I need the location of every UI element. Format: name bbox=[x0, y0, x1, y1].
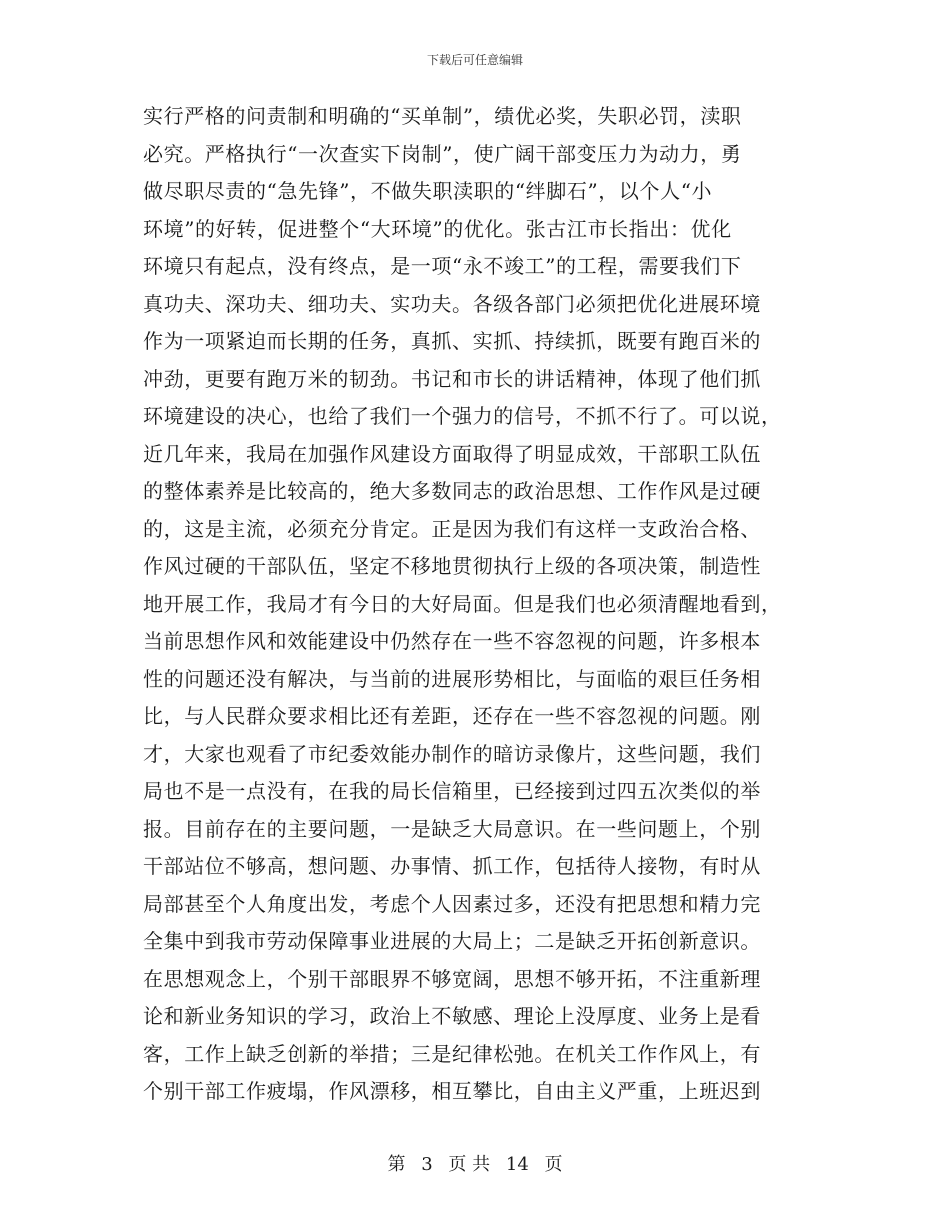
text-line: 当前思想作风和效能建设中仍然存在一些不容忽视的问题，许多根本 bbox=[143, 629, 761, 653]
page-prefix: 第 bbox=[387, 1154, 406, 1175]
page-footer bbox=[0, 1154, 950, 1176]
text-line: 才，大家也观看了市纪委效能办制作的暗访录像片，这些问题，我们 bbox=[143, 741, 761, 766]
page-number: 3 bbox=[421, 1154, 433, 1175]
text-line: 报。目前存在的主要问题，一是缺乏大局意识。在一些问题上，个别 bbox=[143, 816, 761, 841]
text-line: 比，与人民群众要求相比还有差距，还存在一些不容忽视的问题。刚 bbox=[143, 704, 761, 728]
text-line: 个别干部工作疲塌，作风漂移，相互攀比，自由主义严重，上班迟到 bbox=[143, 1079, 761, 1103]
text-line: 论和新业务知识的学习，政治上不敏感、理论上没厚度、业务上是看 bbox=[143, 1004, 761, 1028]
text-line: 干部站位不够高，想问题、办事情、抓工作，包括待人接物，有时从 bbox=[143, 854, 761, 878]
text-line: 必究。严格执行“一次查实下岗制”，使广阔干部变压力为动力，勇 bbox=[143, 141, 742, 166]
text-line: 环境只有起点，没有终点，是一项“永不竣工”的工程，需要我们下 bbox=[143, 254, 742, 278]
text-line: 的整体素养是比较高的，绝大多数同志的政治思想、工作作风是过硬 bbox=[143, 479, 761, 503]
text-line: 环境建设的决心，也给了我们一个强力的信号，不抓不行了。可以说， bbox=[143, 404, 782, 428]
total-pages: 14 bbox=[505, 1154, 529, 1175]
text-line: 作风过硬的干部队伍，坚定不移地贯彻执行上级的各项决策，制造性 bbox=[143, 554, 761, 578]
text-line: 地开展工作，我局才有今日的大好局面。但是我们也必须清醒地看到， bbox=[143, 591, 782, 616]
text-line: 做尽职尽责的“急先锋”，不做失职渎职的“绊脚石”，以个人“小 bbox=[143, 179, 713, 203]
text-line: 环境”的好转，促进整个“大环境”的优化。张古江市长指出：优化 bbox=[143, 216, 732, 241]
text-line: 客，工作上缺乏创新的举措；三是纪律松弛。在机关工作作风上，有 bbox=[143, 1041, 761, 1066]
page-middle: 页 共 bbox=[448, 1154, 491, 1175]
text-line: 近几年来，我局在加强作风建设方面取得了明显成效，干部职工队伍 bbox=[143, 441, 761, 466]
text-line: 局也不是一点没有，在我的局长信箱里，已经接到过四五次类似的举 bbox=[143, 779, 761, 803]
text-line: 作为一项紧迫而长期的任务，真抓、实抓、持续抓，既要有跑百米的 bbox=[143, 329, 761, 353]
text-line: 性的问题还没有解决，与当前的进展形势相比，与面临的艰巨任务相 bbox=[143, 666, 761, 691]
page-header: 下载后可任意编辑 bbox=[426, 53, 523, 67]
text-line: 在思想观念上，个别干部眼界不够宽阔，思想不够开拓，不注重新理 bbox=[143, 966, 761, 991]
text-line: 真功夫、深功夫、细功夫、实功夫。各级各部门必须把优化进展环境 bbox=[143, 291, 761, 316]
text-line: 全集中到我市劳动保障事业进展的大局上；二是缺乏开拓创新意识。 bbox=[143, 929, 761, 953]
page-suffix: 页 bbox=[544, 1154, 563, 1175]
text-line: 实行严格的问责制和明确的“买单制”，绩优必奖，失职必罚，渎职 bbox=[143, 104, 742, 128]
text-line: 局部甚至个人角度出发，考虑个人因素过多，还没有把思想和精力完 bbox=[143, 891, 761, 916]
text-line: 的，这是主流，必须充分肯定。正是因为我们有这样一支政治合格、 bbox=[143, 516, 761, 541]
body-text bbox=[143, 98, 807, 1111]
text-line: 冲劲，更要有跑万米的韧劲。书记和市长的讲话精神，体现了他们抓 bbox=[143, 366, 761, 391]
